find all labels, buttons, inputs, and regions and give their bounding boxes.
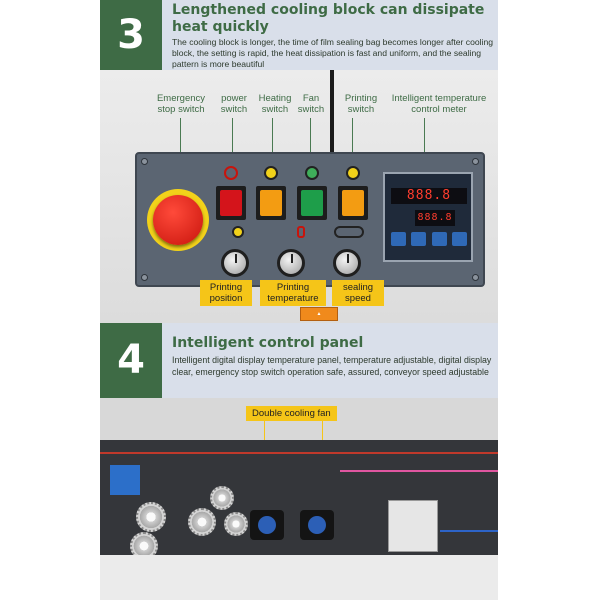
motor [110,465,140,495]
heating-switch[interactable] [256,186,286,220]
speed-icon [334,226,364,238]
section-number-badge: 3 [100,0,162,70]
wire [440,530,498,532]
label-fan-switch: Fan switch [297,93,325,115]
label-printing-position: Printing position [200,280,252,306]
control-panel [135,152,485,287]
meter-key-left[interactable] [411,232,426,246]
label-emergency-stop: Emergency stop switch [156,93,206,115]
emergency-stop-button[interactable] [153,195,203,245]
machine-base [100,555,498,600]
fan-switch[interactable] [297,186,327,220]
printing-position-knob[interactable] [221,249,249,277]
printing-position-icon [232,226,244,238]
printing-switch[interactable] [338,186,368,220]
screw [141,274,148,281]
label-printing-switch: Printing switch [344,93,378,115]
section-title: Lengthened cooling block can dissipate heat quickly [172,2,485,35]
gear [188,508,216,536]
internals-photo [100,398,498,600]
screw [472,158,479,165]
control-panel-photo [100,70,498,323]
wire [340,470,498,472]
cooling-fan-left [250,510,284,540]
gear [224,512,248,536]
section-3-header [100,0,498,70]
label-double-cooling-fan: Double cooling fan [246,406,337,421]
meter-key-set[interactable] [391,232,406,246]
temperature-control-meter [383,172,473,262]
meter-keys [391,232,467,248]
label-heating-switch: Heating switch [258,93,292,115]
label-power-switch: power switch [220,93,248,115]
fan-icon [305,166,319,180]
section-title: Intelligent control panel [172,335,364,351]
internal-board [100,440,498,555]
pv-display: 888.8 [391,188,467,204]
section-number-badge: 4 [100,323,162,398]
label-sealing-speed: sealing speed [332,280,384,306]
warning-sticker: ▲ [300,307,338,321]
gear [136,502,166,532]
meter-key-down[interactable] [432,232,447,246]
cooling-fan-right [300,510,334,540]
thermometer-icon [297,226,305,238]
relay-module [388,500,438,552]
printing-icon [346,166,360,180]
cable [330,70,334,154]
label-printing-temperature: Printing temperature [260,280,326,306]
gear [210,486,234,510]
wire [100,452,498,454]
sealing-speed-knob[interactable] [333,249,361,277]
meter-key-up[interactable] [452,232,467,246]
sv-display: 888.8 [415,210,455,226]
screw [472,274,479,281]
section-4-header [100,323,498,398]
screw [141,158,148,165]
label-temperature-meter: Intelligent temperature control meter [391,93,487,115]
heating-icon [264,166,278,180]
section-description: Intelligent digital display temperature panel, temperature adjustable, digital display clear, emergency stop switch operation safe, assured, conveyor speed adjustable [172,355,492,377]
power-switch[interactable] [216,186,246,220]
power-icon [224,166,238,180]
printing-temperature-knob[interactable] [277,249,305,277]
section-description: The cooling block is longer, the time of film sealing bag becomes longer after cooling block, the setting is rapid, the heat dissipation is fast and uniform, and the sealing pattern is more beautiful [172,37,494,69]
